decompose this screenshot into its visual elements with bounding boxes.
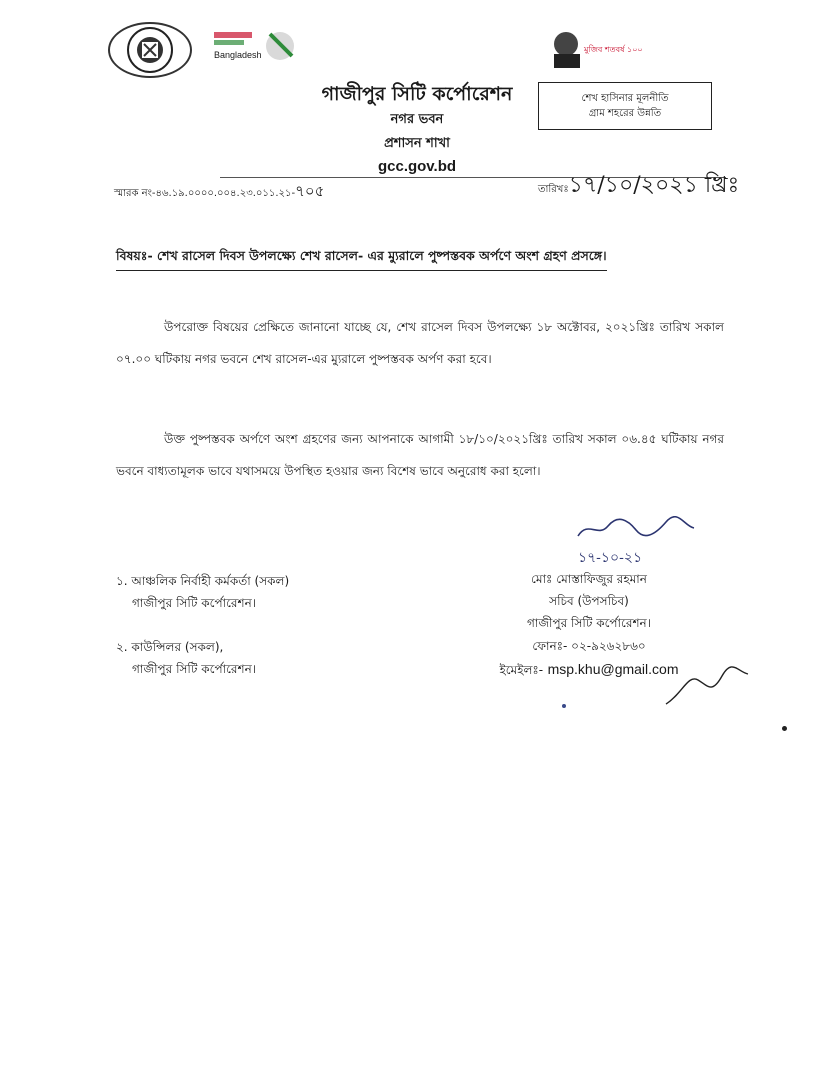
signer-organization: গাজীপুর সিটি কর্পোরেশন। [526, 616, 652, 631]
branch-name: প্রশাসন শাখা [384, 136, 450, 151]
gear-emblem-icon [110, 24, 190, 76]
slogan-line-2: গ্রাম শহরের উন্নতি [588, 108, 662, 119]
distribution-item-line1: ১. আঞ্চলিক নির্বাহী কর্মকর্তা (সকল) [116, 574, 290, 588]
distribution-item [116, 570, 289, 614]
memo-handwritten-number: ৭০৫ [295, 182, 325, 200]
memo-number [114, 180, 324, 205]
date-handwritten-value: ১৭/১০/২০২১ খ্রিঃ [568, 173, 740, 198]
mujib-centenary-logo [546, 26, 656, 70]
subject-line: বিষয়ঃ- শেখ রাসেল দিবস উপলক্ষ্যে শেখ রাসেল- এর ম্যুরালে পুষ্পস্তবক অর্পণে অংশ গ্রহণ প্রসঙ্গে। [116, 248, 607, 271]
slogan-box [538, 82, 712, 130]
digital-bangladesh-logo [212, 26, 298, 66]
mujib-logo-text: মুজিব শতবর্ষ ১০০ [584, 45, 643, 54]
digital-bangladesh-text: Bangladesh [214, 50, 262, 60]
signer-designation: সচিব (উপসচিব) [549, 594, 629, 609]
signer-name: মোঃ মোস্তাফিজুর রহমান [531, 572, 647, 586]
org-name: গাজীপুর সিটি কর্পোরেশন [321, 83, 513, 105]
office-name: নগর ভবন [390, 112, 444, 127]
ink-dot [782, 726, 787, 731]
signature-handwritten-date: ১৭-১০-২১ [578, 550, 643, 566]
body-paragraph-2: উক্ত পুষ্পস্তবক অর্পণে অংশ গ্রহণের জন্য আপনাকে আগামী ১৮/১০/২০২১খ্রিঃ তারিখ সকাল ০৬.৪৫ ঘটিকায় নগর ভবনে বাধ্যতামূলক ভাবে যথাসময়ে উপস্থিত হওয়ার জন্য বিশেষ ভাবে অনুরোধ করা হলো। [116, 432, 724, 478]
body-paragraph-1: উপরোক্ত বিষয়ের প্রেক্ষিতে জানানো যাচ্ছে যে, শেখ রাসেল দিবস উপলক্ষ্যে ১৮ অক্টোবর, ২০২১খ্রিঃ তারিখ সকাল ০৭.০০ ঘটিকায় নগর ভবনে শেখ রাসেল-এর ম্যুরালে পুষ্পস্তবক অর্পণ করা হবে। [116, 320, 724, 366]
distribution-item-line2: গাজীপুর সিটি কর্পোরেশন। [132, 662, 257, 677]
distribution-item-line2: গাজীপুর সিটি কর্পোরেশন। [132, 596, 257, 611]
signer-email-label: ইমেইলঃ- [499, 662, 544, 677]
letter-date [538, 168, 739, 205]
ink-dot [562, 704, 566, 708]
second-signature [662, 664, 752, 708]
signature-scribble-icon [662, 664, 752, 708]
city-corporation-logo [108, 22, 192, 78]
distribution-item [116, 636, 256, 680]
signer-email[interactable]: msp.khu@gmail.com [547, 660, 679, 677]
signer-phone: ফোনঃ- ০২-৯২৬২৮৬০ [532, 638, 646, 653]
website: gcc.gov.bd [377, 158, 457, 175]
memo-label: স্মারক নং-৪৬.১৯.০০০০.০০৪.২৩.০১১.২১- [114, 188, 296, 199]
date-label: তারিখঃ [538, 184, 569, 195]
distribution-item-line1: ২. কাউন্সিলর (সকল), [116, 640, 224, 654]
signature-scribble-icon [574, 516, 704, 542]
handwritten-signature [574, 516, 704, 566]
slogan-line-1: শেখ হাসিনার মূলনীতি [581, 93, 669, 104]
